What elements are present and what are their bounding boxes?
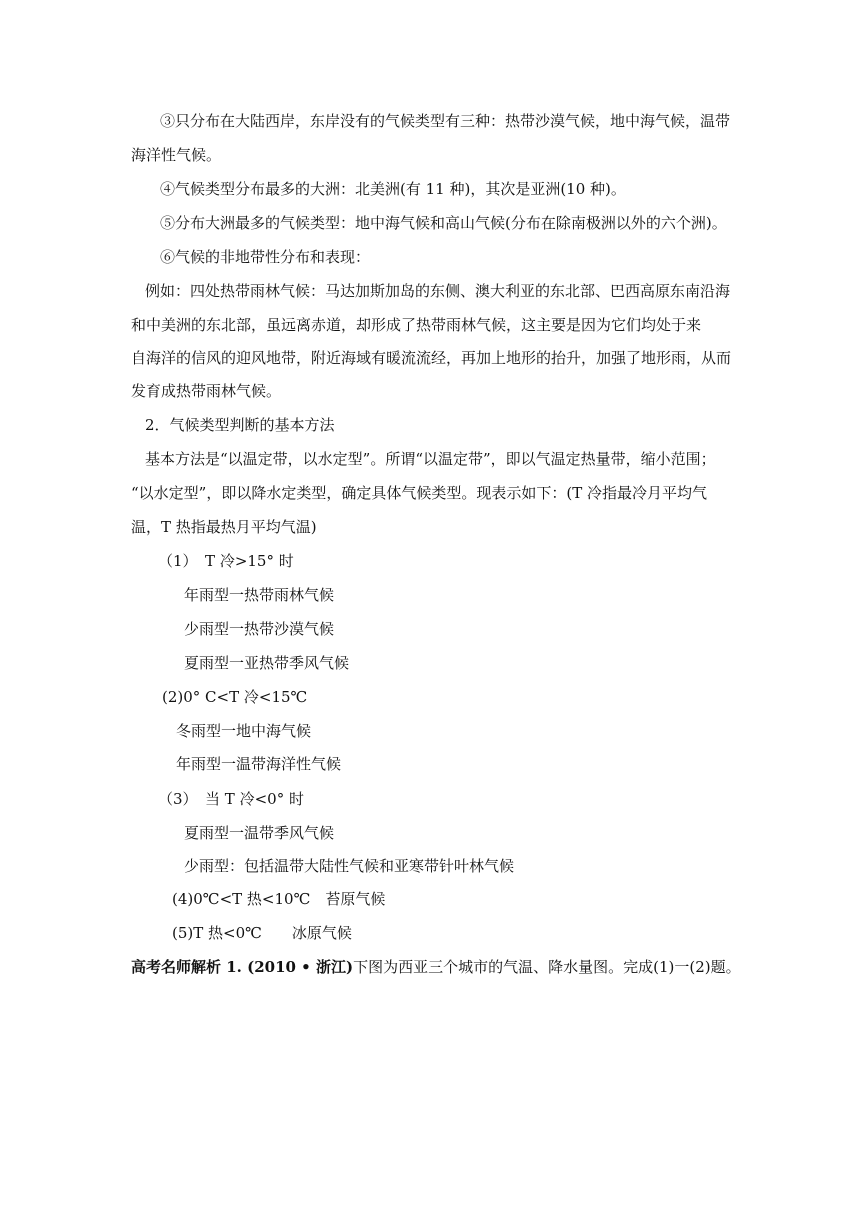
list-item: 冬雨型一地中海气候 <box>176 722 312 740</box>
list-heading: （3） 当 T 冷<0° 时 <box>158 790 304 808</box>
list-item: 年雨型一热带雨林气候 <box>184 586 335 604</box>
exam-question-text: 下图为西亚三个城市的气温、降水量图。完成(1)一(2)题。 <box>353 958 741 976</box>
exam-source-label: 高考名师解析 1. (2010 • 浙江) <box>131 958 354 976</box>
list-item: 年雨型一温带海洋性气候 <box>176 755 342 773</box>
list-item: 夏雨型一亚热带季风气候 <box>184 654 350 672</box>
list-item: 少雨型一热带沙漠气候 <box>184 620 335 638</box>
section-heading: 2．气候类型判断的基本方法 <box>145 416 335 434</box>
text-line: ④气候类型分布最多的大洲：北美洲(有 11 种)，其次是亚洲(10 种)。 <box>160 180 626 198</box>
text-line: 基本方法是“以温定带，以水定型”。所谓“以温定带”，即以气温定热量带，缩小范围； <box>145 450 716 468</box>
text-line: ⑥气候的非地带性分布和表现： <box>160 248 371 266</box>
text-line: 自海洋的信风的迎风地带，附近海域有暖流流经，再加上地形的抬升，加强了地形雨，从而 <box>131 349 732 367</box>
list-item: 夏雨型一温带季风气候 <box>184 824 335 842</box>
list-heading: （1） T 冷>15° 时 <box>158 552 294 570</box>
text-line: “以水定型”，即以降水定类型，确定具体气候类型。现表示如下：(T 冷指最冷月平均气 <box>131 484 707 502</box>
text-line: ③只分布在大陆西岸，东岸没有的气候类型有三种：热带沙漠气候，地中海气候，温带 <box>160 112 731 130</box>
text-line: ⑤分布大洲最多的气候类型：地中海气候和高山气候(分布在除南极洲以外的六个洲)。 <box>160 214 727 232</box>
list-item: 少雨型：包括温带大陆性气候和亚寒带针叶林气候 <box>184 857 515 875</box>
text-line: 和中美洲的东北部，虽远离赤道，却形成了热带雨林气候，这主要是因为它们均处于来 <box>131 316 702 334</box>
list-heading: (2)0° C<T 冷<15℃ <box>162 688 308 706</box>
text-line: 发育成热带雨林气候。 <box>131 382 282 400</box>
text-line: 海洋性气候。 <box>131 146 222 164</box>
text-line: 温，T 热指最热月平均气温) <box>131 518 317 536</box>
exam-question-line <box>131 957 741 977</box>
list-heading: (4)0℃<T 热<10℃ 苔原气候 <box>172 890 386 908</box>
list-heading: (5)T 热<0℃ 冰原气候 <box>172 924 352 942</box>
text-line: 例如：四处热带雨林气候：马达加斯加岛的东侧、澳大利亚的东北部、巴西高原东南沿海 <box>145 282 731 300</box>
